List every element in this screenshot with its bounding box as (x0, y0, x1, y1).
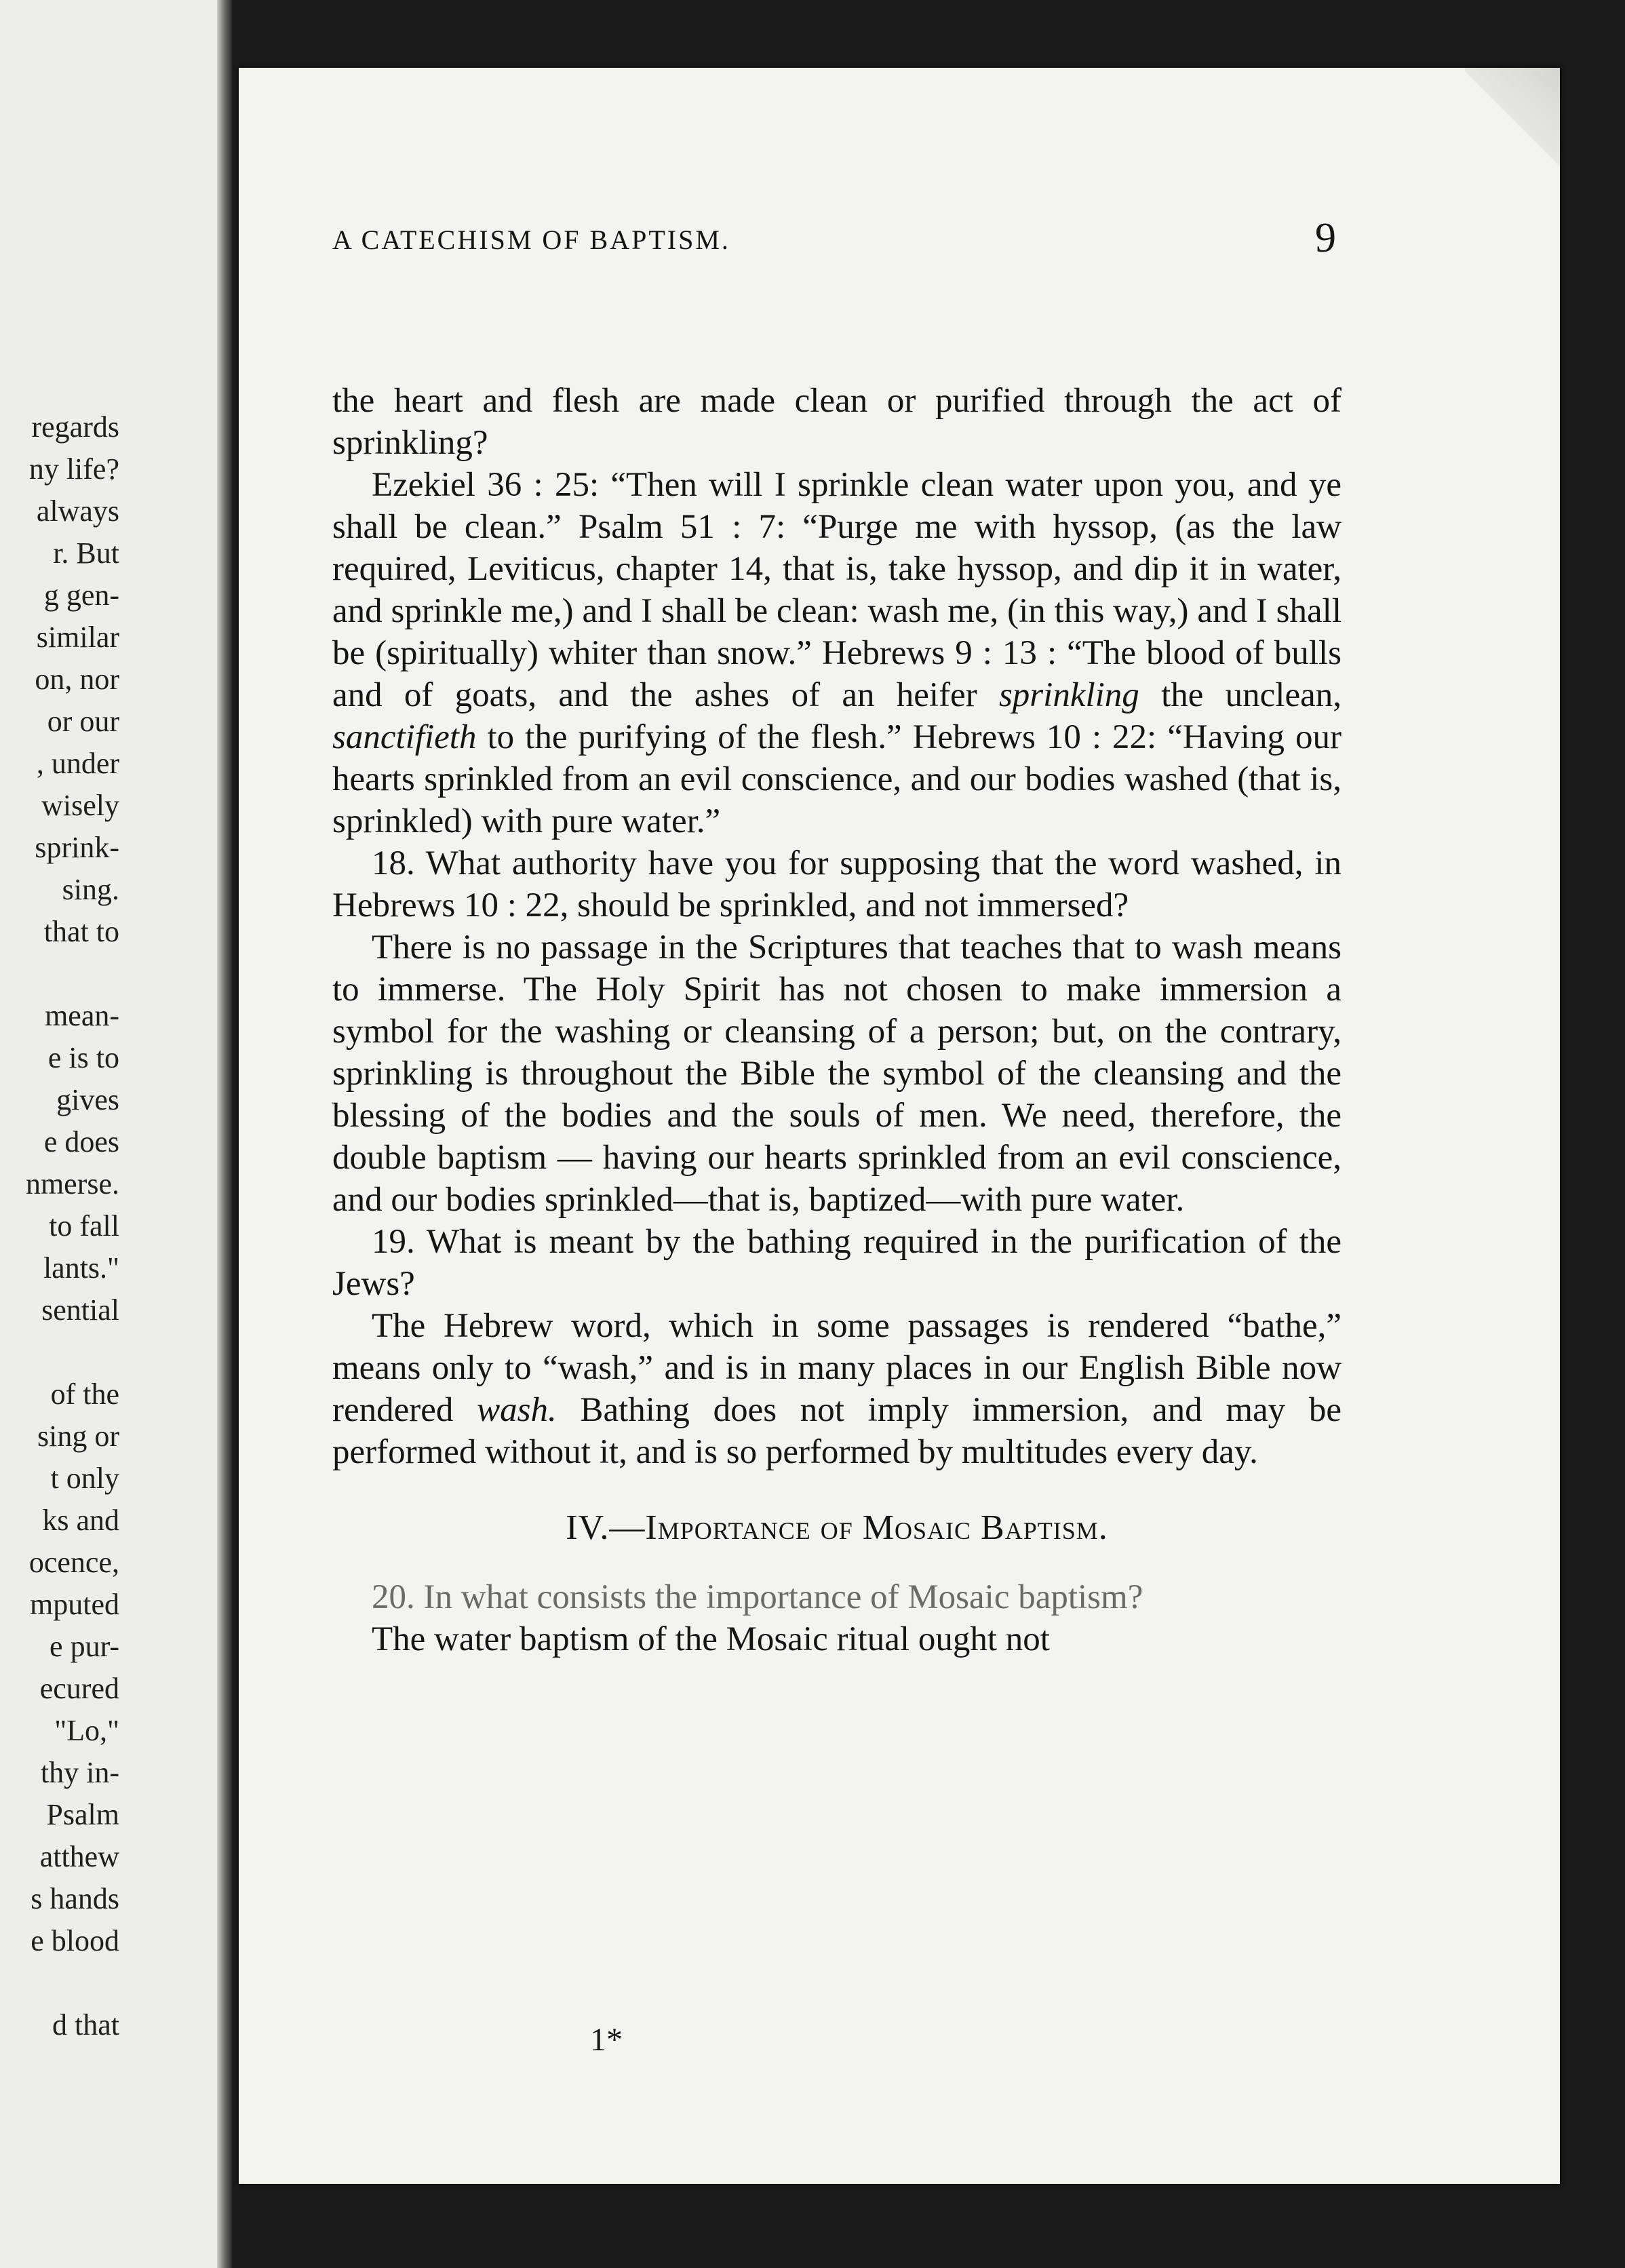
left-page-line: Psalm (46, 1798, 119, 1831)
emphasis-sprinkling: sprinkling (998, 676, 1139, 714)
left-page-line: sing. (62, 873, 119, 906)
left-page-line: r. But (53, 536, 119, 570)
question-20: 20. In what consists the importance of Mosaic baptism? (372, 1578, 1143, 1616)
question-19: 19. What is meant by the bathing required in the purification of the Jews? (332, 1223, 1342, 1303)
left-page-line: "Lo," (54, 1714, 119, 1747)
left-page-line: lants." (43, 1251, 119, 1285)
signature-mark: 1* (590, 2022, 623, 2058)
page-corner-fold (1465, 68, 1560, 190)
answer-18: There is no passage in the Scriptures that teaches that to wash means to immerse. The Holy Spirit has not chosen to make immersion a symbol for the washing or cleansing of a person; but, on the contrary, sprinkling is throughout the Bible the symbol of the cleansing and the blessing of the bodies and the souls of men. We need, therefore, the double baptism — having our hearts sprinkled from an evil conscience, and our bodies sprinkled—that is, baptized—with pure water. (332, 928, 1342, 1219)
left-page-line: sential (41, 1293, 119, 1327)
left-page-line: atthew (39, 1840, 119, 1873)
answer-20: The water baptism of the Mosaic ritual ought not (372, 1620, 1050, 1658)
left-page-line: sprink- (35, 831, 119, 864)
left-page-line: , under (36, 747, 119, 780)
left-page-line: sing or (37, 1420, 119, 1453)
left-page-line: e does (43, 1125, 119, 1158)
left-page-line: nmerse. (25, 1167, 119, 1200)
left-page-line: wisely (41, 789, 119, 822)
left-page-line: e blood (31, 1924, 119, 1957)
page-body (332, 380, 1342, 1660)
left-page-line: mean- (45, 999, 119, 1032)
left-page-line: ocence, (28, 1546, 119, 1579)
left-page-line: d that (52, 2008, 119, 2041)
left-page-line: g gen- (43, 579, 119, 612)
emphasis-sanctifieth: sanctifieth (332, 718, 477, 756)
left-page-line: t only (50, 1462, 119, 1495)
left-page-line: that to (43, 915, 119, 948)
left-page-line: e is to (47, 1041, 119, 1074)
left-page-line: of the (50, 1377, 119, 1411)
left-page-line: to fall (49, 1209, 119, 1243)
book-gutter (217, 0, 232, 2268)
page-number: 9 (1315, 215, 1336, 261)
paragraph-scripture-quotes: Ezekiel 36 : 25: “Then will I sprinkle clean water upon you, and ye shall be clean.” Psalm 51 : 7: “Purge me with hyssop, (as the law required, Leviticus, chapter 14, that is, take hyssop, and dip it in water, and sprinkle me,) and I shall be clean: wash me, (in this way,) and I shall be (spiritually) whiter than snow.” Hebrews 9 : 13 : “The blood of bulls and of goats, and the ashes of an heifer sprinkling the unclean, sanctifieth to the purifying of the flesh.” Hebrews 10 : 22: “Having our hearts sprinkled from an evil conscience, and our bodies washed (that is, sprinkled) with pure water.” (332, 466, 1342, 840)
left-page-line: s hands (31, 1882, 119, 1915)
left-page-line: similar (36, 621, 119, 654)
left-page-line: ks and (42, 1504, 119, 1537)
left-page-line: on, nor (35, 663, 119, 696)
left-page-line: ny life? (28, 452, 119, 486)
left-page-line: e pur- (50, 1630, 119, 1663)
answer-19: The Hebrew word, which in some passages is rendered “bathe,” means only to “wash,” and is in many places in our English Bible now rendered wash. Bathing does not imply immersion, and may be performed without it, and is so performed by multitudes every day. (332, 1307, 1342, 1471)
left-page-text (0, 407, 119, 2041)
running-head-title: A CATECHISM OF BAPTISM. (332, 224, 730, 255)
left-page-line: thy in- (40, 1756, 119, 1789)
left-page-line: mputed (30, 1588, 119, 1621)
section-heading: IV.—Importance of Mosaic Baptism. (566, 1508, 1108, 1547)
left-page (0, 0, 232, 2268)
question-18: 18. What authority have you for supposing that the word washed, in Hebrews 10 : 22, should be sprinkled, and not immersed? (332, 844, 1342, 924)
paragraph-continuation: the heart and flesh are made clean or purified through the act of sprinkling? (332, 382, 1342, 462)
left-page-line: or our (47, 705, 119, 738)
emphasis-wash: wash. (477, 1391, 557, 1429)
left-page-line: always (36, 494, 119, 528)
left-page-line: regards (31, 410, 119, 444)
left-page-line: ecured (39, 1672, 119, 1705)
left-page-line: gives (56, 1083, 119, 1116)
